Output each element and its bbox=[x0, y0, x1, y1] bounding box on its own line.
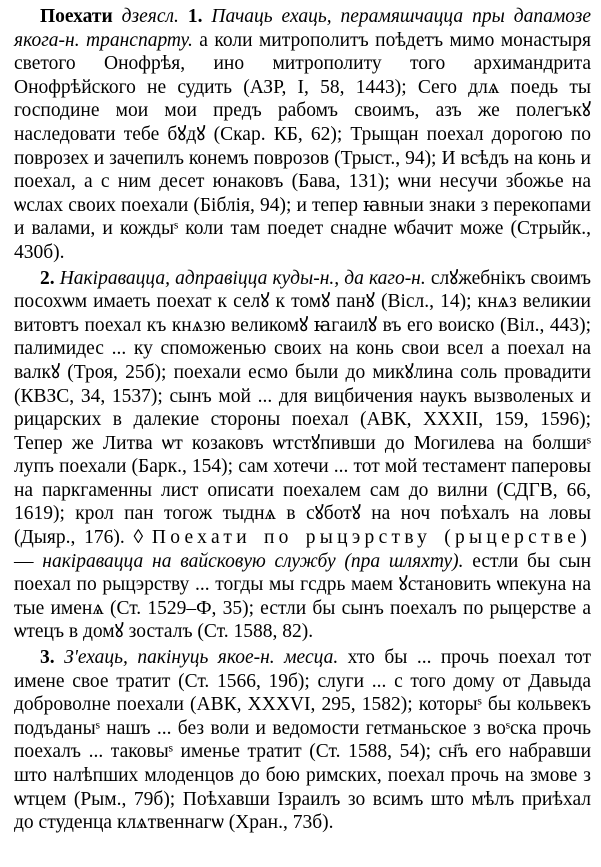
headword: Поехати bbox=[40, 6, 113, 27]
sense-number-1: 1. bbox=[187, 6, 203, 27]
sense-citations-3: хто бы ... прочь поехал тот имене свое тратит (Ст. 1566, 19б); слуги ... с того дому от Давыда доброволне поехали (АВК, XXXVI, 295, 1582); которыˢ бы кольвекъ подъданыˢ нашъ ... без воли и ведомости гетманьское з воˢска прочь поехалъ ... таковыˢ именье тратит (Ст. 1588, 54); сн҃ъ его набравши што налѣпших млоденцов до бою римских, поехал прочь на змове з ѡтцем (Рым., 79б); Поѣхавши Ізраилъ зо всимъ што мѣлъ приѣхал до студенца клѧтвеннагѡ (Хран., 73б). bbox=[14, 647, 592, 834]
sense-number-2: 2. bbox=[40, 267, 55, 289]
sense-gloss-2: Накіравацца, адправіцца куды-н., да каго-н. bbox=[59, 267, 426, 289]
phrase-marker: ◊ bbox=[133, 527, 144, 549]
grammar-label: дзеясл. bbox=[121, 6, 179, 27]
sense-citations-2: слꙋжебнікъ своимъ посохѡм имаеть поехат к селꙋ к томꙋ панꙋ (Вісл., 14); кнѧз великии витовтъ поехал къ кнѧзю великомꙋ ꙗгаилꙋ въ его воиско (Віл., 443); палимидес ... ку споможенью своих на конь свои всел а поехал на валкꙋ (Троя, 25б); поехали есмо были до микꙋлина соль провадити (КВЗС, 34, 1537); сынъ мой ... для вицбичения наукъ вызволеных и рицарских в далекие стороны поехал (АВК, XXXII, 159, 1596); Тепер же Литва ѡт козаковъ ѡтстꙋпивши до Могилева на болшиˢ лупъ поехали (Барк., 154); сам хотечи ... тот мой тестамент паперовы на паркгаменны лист описати поехалем сам до вилни (СДГВ, 66, 1619); крол пан тогож тыднѧ в сꙋботꙋ на ноч поѣхалъ на ловы (Дыяр., 176). bbox=[14, 267, 591, 549]
dictionary-entry-sense-1 bbox=[14, 5, 591, 265]
phrase-headword: Поехати по рыцэрству (рыцерстве) bbox=[151, 527, 592, 549]
sense-citations-1: а коли митрополитъ поѣдетъ мимо монастыря светого Онофрѣя, ино митрополиту того архимандрита Онофрѣйского не судить (АЗР, I, 58, 1443); Сего длѧ поедь ты господине мои мои предъ рабомъ своимъ, азъ же полегъкꙋ наследовати тебе бꙋдꙋ (Скар. КБ, 62); Трыщан поехал дорогою по поврозех и зачепилъ конемъ поврозов (Трыст., 94); И всѣдъ на конь и поехал, а с ним десет юнаковъ (Бава, 131); ѡни несучи збожье на ѡслах своих поехали (Біблія, 94); и тепер ꙗвныи знаки з перекопами и валами, и кождыˢ коли там поедет снадне ѡбачит може (Стрыйк., 430б). bbox=[14, 29, 591, 263]
sense-number-3: 3. bbox=[40, 647, 55, 669]
dictionary-entry-sense-3 bbox=[14, 646, 591, 835]
dictionary-entry-sense-2 bbox=[14, 267, 591, 645]
phrase-dash: — bbox=[14, 550, 34, 572]
sense-gloss-3: З'ехаць, пакінуць якое-н. месца. bbox=[64, 647, 339, 669]
phrase-gloss: накіравацца на вайсковую службу (пра шляхту). bbox=[42, 550, 464, 572]
phrase-citations: естли бы сын поехал по рыцэрству ... тогды мы гсдрь маем ꙋстановить ѡпекуна на тые именѧ (Ст. 1529–Ф, 35); естли бы сынъ поехалъ по рыцерстве а ѡтецъ в домꙋ зосталъ (Ст. 1588, 82). bbox=[14, 550, 592, 643]
sense-gloss-1: Пачаць ехаць, перамяшчацца пры дапамозе якога-н. транспарту. bbox=[14, 6, 592, 51]
